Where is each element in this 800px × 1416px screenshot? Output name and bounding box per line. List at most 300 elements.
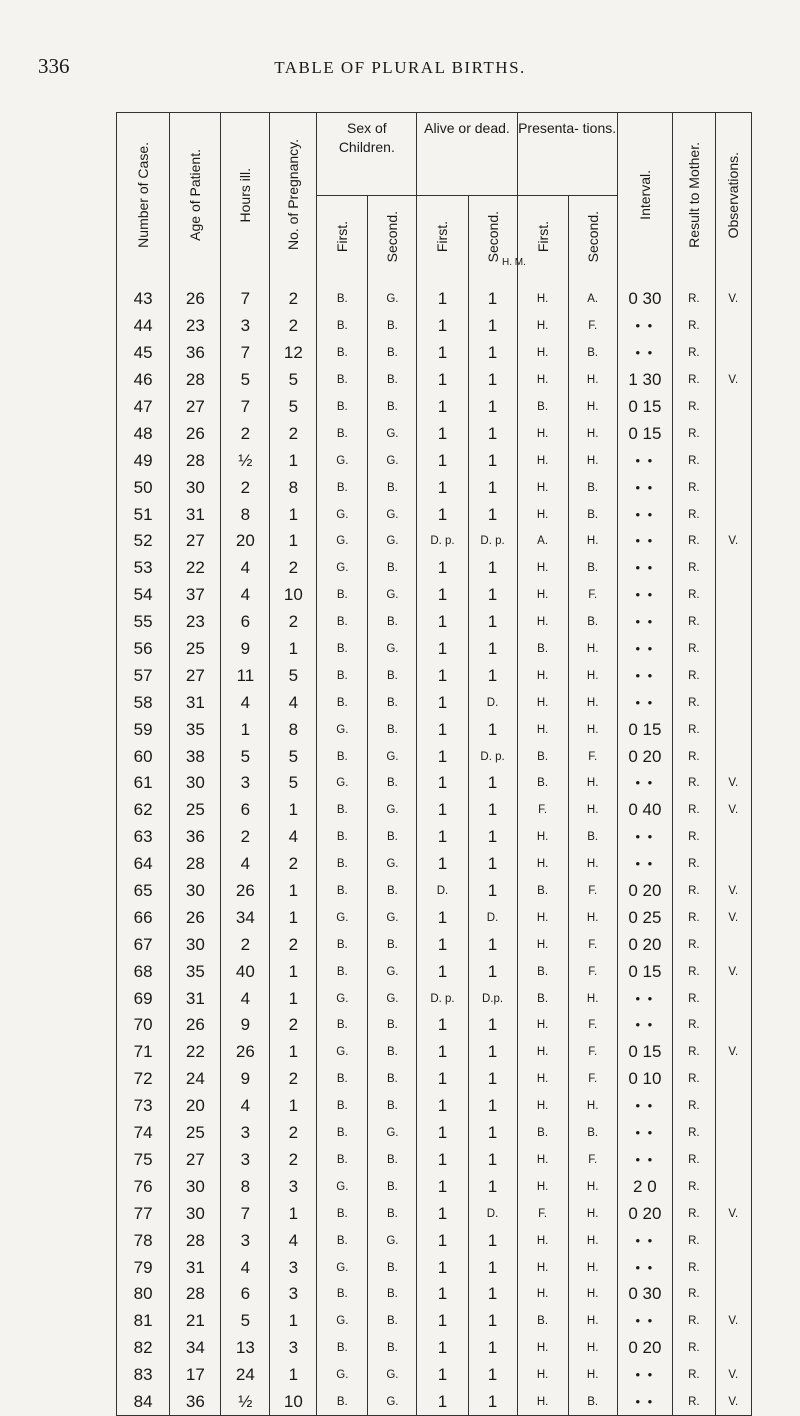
- cell-interval: 0 15: [617, 716, 672, 743]
- cell-alive-first: 1: [417, 1362, 468, 1389]
- table-row: [117, 394, 752, 421]
- cell-interval: • •: [617, 1254, 672, 1281]
- cell-sex-second: G.: [368, 420, 417, 447]
- cell-case-number: 52: [117, 528, 170, 555]
- cell-sex-second: B.: [368, 394, 417, 421]
- cell-presentation-first: H.: [517, 1389, 568, 1416]
- cell-interval: 2 0: [617, 1173, 672, 1200]
- cell-result: R.: [673, 447, 716, 474]
- cell-sex-first: B.: [317, 958, 368, 985]
- table-row: [117, 1039, 752, 1066]
- table-row: [117, 1093, 752, 1120]
- cell-interval: • •: [617, 1362, 672, 1389]
- cell-presentation-first: H.: [517, 340, 568, 367]
- cell-observation: [715, 1120, 751, 1147]
- cell-presentation-second: F.: [568, 878, 617, 905]
- cell-pregnancy-number: 5: [270, 367, 317, 394]
- cell-alive-second: 1: [468, 1362, 517, 1389]
- cell-alive-first: 1: [417, 716, 468, 743]
- cell-sex-second: B.: [368, 1066, 417, 1093]
- cell-age: 25: [170, 797, 221, 824]
- cell-case-number: 81: [117, 1308, 170, 1335]
- cell-sex-second: B.: [368, 716, 417, 743]
- cell-age: 26: [170, 420, 221, 447]
- cell-alive-first: 1: [417, 394, 468, 421]
- cell-alive-first: 1: [417, 313, 468, 340]
- cell-sex-first: B.: [317, 851, 368, 878]
- cell-observation: [715, 985, 751, 1012]
- cell-presentation-second: H.: [568, 1173, 617, 1200]
- cell-alive-first: 1: [417, 609, 468, 636]
- table-row: [117, 367, 752, 394]
- cell-age: 23: [170, 609, 221, 636]
- cell-result: R.: [673, 770, 716, 797]
- cell-result: R.: [673, 1308, 716, 1335]
- cell-pregnancy-number: 5: [270, 770, 317, 797]
- cell-sex-second: B.: [368, 555, 417, 582]
- page-title: TABLE OF PLURAL BIRTHS.: [274, 58, 526, 77]
- cell-presentation-first: B.: [517, 878, 568, 905]
- table-row: [117, 1281, 752, 1308]
- cell-result: R.: [673, 528, 716, 555]
- cell-hours-ill: 26: [221, 878, 270, 905]
- cell-case-number: 57: [117, 662, 170, 689]
- cell-alive-first: 1: [417, 1147, 468, 1174]
- cell-result: R.: [673, 716, 716, 743]
- cell-alive-second: 1: [468, 1012, 517, 1039]
- cell-presentation-first: H.: [517, 824, 568, 851]
- cell-alive-second: 1: [468, 824, 517, 851]
- cell-result: R.: [673, 555, 716, 582]
- cell-hours-ill: 3: [221, 313, 270, 340]
- cell-pregnancy-number: 1: [270, 1362, 317, 1389]
- cell-observation: [715, 1066, 751, 1093]
- header-sex-second: Second.: [368, 195, 417, 280]
- cell-interval: • •: [617, 1227, 672, 1254]
- cell-alive-second: 1: [468, 609, 517, 636]
- cell-interval: 1 30: [617, 367, 672, 394]
- cell-presentation-first: H.: [517, 851, 568, 878]
- cell-interval: • •: [617, 447, 672, 474]
- cell-presentation-second: H.: [568, 1308, 617, 1335]
- cell-alive-first: 1: [417, 662, 468, 689]
- cell-pregnancy-number: 8: [270, 716, 317, 743]
- cell-hours-ill: 4: [221, 1254, 270, 1281]
- cell-observation: [715, 1227, 751, 1254]
- table-row: [117, 1200, 752, 1227]
- cell-sex-second: G.: [368, 904, 417, 931]
- cell-observation: V.: [715, 280, 751, 313]
- cell-case-number: 45: [117, 340, 170, 367]
- cell-case-number: 51: [117, 501, 170, 528]
- cell-interval: • •: [617, 824, 672, 851]
- cell-interval: 0 15: [617, 958, 672, 985]
- table-row: [117, 689, 752, 716]
- cell-alive-second: 1: [468, 340, 517, 367]
- cell-presentation-first: B.: [517, 636, 568, 663]
- cell-sex-first: B.: [317, 1200, 368, 1227]
- cell-sex-second: G.: [368, 1389, 417, 1416]
- cell-sex-first: G.: [317, 904, 368, 931]
- cell-case-number: 78: [117, 1227, 170, 1254]
- cell-presentation-first: H.: [517, 662, 568, 689]
- cell-interval: 0 25: [617, 904, 672, 931]
- cell-result: R.: [673, 904, 716, 931]
- cell-pregnancy-number: 10: [270, 582, 317, 609]
- cell-observation: [715, 394, 751, 421]
- cell-sex-second: G.: [368, 582, 417, 609]
- cell-alive-first: D.: [417, 878, 468, 905]
- cell-pregnancy-number: 1: [270, 797, 317, 824]
- cell-result: R.: [673, 582, 716, 609]
- cell-presentation-first: B.: [517, 394, 568, 421]
- cell-age: 21: [170, 1308, 221, 1335]
- cell-presentation-second: H.: [568, 1281, 617, 1308]
- cell-result: R.: [673, 1039, 716, 1066]
- cell-observation: [715, 501, 751, 528]
- cell-sex-second: B.: [368, 474, 417, 501]
- cell-presentation-first: H.: [517, 1335, 568, 1362]
- cell-sex-second: B.: [368, 1281, 417, 1308]
- cell-pregnancy-number: 2: [270, 851, 317, 878]
- cell-sex-first: G.: [317, 985, 368, 1012]
- cell-sex-first: B.: [317, 1066, 368, 1093]
- cell-alive-second: 1: [468, 797, 517, 824]
- cell-alive-second: 1: [468, 662, 517, 689]
- cell-alive-second: 1: [468, 1066, 517, 1093]
- cell-alive-second: 1: [468, 501, 517, 528]
- plural-births-table-container: [116, 112, 752, 1416]
- cell-presentation-first: B.: [517, 1120, 568, 1147]
- cell-age: 25: [170, 636, 221, 663]
- cell-sex-first: B.: [317, 931, 368, 958]
- cell-case-number: 54: [117, 582, 170, 609]
- cell-hours-ill: 7: [221, 1200, 270, 1227]
- cell-alive-first: 1: [417, 447, 468, 474]
- cell-observation: [715, 582, 751, 609]
- cell-alive-second: 1: [468, 1389, 517, 1416]
- cell-interval: • •: [617, 313, 672, 340]
- cell-sex-first: B.: [317, 1012, 368, 1039]
- cell-alive-first: 1: [417, 743, 468, 770]
- table-row: [117, 824, 752, 851]
- cell-interval: • •: [617, 851, 672, 878]
- table-row: [117, 555, 752, 582]
- cell-interval: 0 20: [617, 1335, 672, 1362]
- cell-interval: 0 20: [617, 743, 672, 770]
- table-row: [117, 1120, 752, 1147]
- cell-sex-second: G.: [368, 743, 417, 770]
- cell-observation: [715, 824, 751, 851]
- cell-result: R.: [673, 420, 716, 447]
- cell-sex-first: B.: [317, 797, 368, 824]
- cell-sex-first: B.: [317, 1093, 368, 1120]
- cell-sex-first: G.: [317, 1254, 368, 1281]
- cell-interval: • •: [617, 1012, 672, 1039]
- cell-observation: V.: [715, 1308, 751, 1335]
- cell-result: R.: [673, 474, 716, 501]
- cell-interval: • •: [617, 501, 672, 528]
- cell-presentation-first: F.: [517, 797, 568, 824]
- cell-presentation-second: H.: [568, 985, 617, 1012]
- cell-observation: [715, 1254, 751, 1281]
- cell-observation: [715, 447, 751, 474]
- table-row: [117, 1173, 752, 1200]
- cell-pregnancy-number: 2: [270, 1147, 317, 1174]
- cell-pregnancy-number: 1: [270, 636, 317, 663]
- cell-presentation-first: H.: [517, 367, 568, 394]
- cell-sex-second: G.: [368, 958, 417, 985]
- cell-alive-second: 1: [468, 555, 517, 582]
- cell-age: 30: [170, 1173, 221, 1200]
- cell-presentation-first: H.: [517, 1281, 568, 1308]
- cell-sex-second: B.: [368, 1200, 417, 1227]
- cell-age: 25: [170, 1120, 221, 1147]
- cell-result: R.: [673, 1093, 716, 1120]
- cell-sex-second: B.: [368, 367, 417, 394]
- cell-sex-first: B.: [317, 1147, 368, 1174]
- cell-hours-ill: 34: [221, 904, 270, 931]
- cell-case-number: 65: [117, 878, 170, 905]
- cell-alive-second: 1: [468, 931, 517, 958]
- cell-presentation-first: B.: [517, 958, 568, 985]
- cell-sex-first: B.: [317, 474, 368, 501]
- cell-alive-second: 1: [468, 770, 517, 797]
- table-row: [117, 1254, 752, 1281]
- cell-interval: • •: [617, 689, 672, 716]
- cell-age: 36: [170, 1389, 221, 1416]
- table-row: [117, 878, 752, 905]
- cell-sex-first: G.: [317, 1173, 368, 1200]
- cell-presentation-second: H.: [568, 797, 617, 824]
- cell-alive-first: 1: [417, 1039, 468, 1066]
- cell-pregnancy-number: 2: [270, 313, 317, 340]
- cell-hours-ill: 2: [221, 474, 270, 501]
- cell-presentation-first: H.: [517, 904, 568, 931]
- cell-presentation-second: B.: [568, 609, 617, 636]
- cell-age: 35: [170, 716, 221, 743]
- cell-presentation-second: F.: [568, 313, 617, 340]
- cell-presentation-second: H.: [568, 394, 617, 421]
- cell-hours-ill: 5: [221, 1308, 270, 1335]
- table-row: [117, 636, 752, 663]
- cell-observation: V.: [715, 528, 751, 555]
- cell-alive-first: 1: [417, 1173, 468, 1200]
- cell-presentation-second: F.: [568, 582, 617, 609]
- cell-pregnancy-number: 5: [270, 394, 317, 421]
- cell-pregnancy-number: 1: [270, 1093, 317, 1120]
- cell-case-number: 73: [117, 1093, 170, 1120]
- cell-sex-first: B.: [317, 1389, 368, 1416]
- cell-case-number: 72: [117, 1066, 170, 1093]
- cell-alive-second: D. p.: [468, 528, 517, 555]
- table-row: [117, 1335, 752, 1362]
- cell-alive-second: 1: [468, 474, 517, 501]
- cell-pregnancy-number: 3: [270, 1281, 317, 1308]
- cell-case-number: 76: [117, 1173, 170, 1200]
- cell-pregnancy-number: 5: [270, 743, 317, 770]
- cell-presentation-first: H.: [517, 609, 568, 636]
- cell-case-number: 83: [117, 1362, 170, 1389]
- cell-pregnancy-number: 2: [270, 280, 317, 313]
- cell-age: 36: [170, 340, 221, 367]
- cell-pregnancy-number: 2: [270, 1120, 317, 1147]
- cell-hours-ill: 11: [221, 662, 270, 689]
- cell-alive-second: 1: [468, 958, 517, 985]
- cell-interval: 0 15: [617, 394, 672, 421]
- cell-alive-first: 1: [417, 367, 468, 394]
- cell-alive-first: 1: [417, 1227, 468, 1254]
- cell-sex-first: B.: [317, 340, 368, 367]
- cell-presentation-first: H.: [517, 1039, 568, 1066]
- cell-presentation-second: H.: [568, 420, 617, 447]
- cell-presentation-second: H.: [568, 770, 617, 797]
- cell-observation: V.: [715, 367, 751, 394]
- cell-case-number: 48: [117, 420, 170, 447]
- cell-alive-second: 1: [468, 636, 517, 663]
- cell-age: 28: [170, 851, 221, 878]
- cell-age: 34: [170, 1335, 221, 1362]
- table-row: [117, 985, 752, 1012]
- table-header: [117, 113, 752, 281]
- cell-presentation-first: B.: [517, 770, 568, 797]
- cell-presentation-second: B.: [568, 340, 617, 367]
- cell-age: 23: [170, 313, 221, 340]
- cell-presentation-second: H.: [568, 689, 617, 716]
- cell-pregnancy-number: 1: [270, 904, 317, 931]
- cell-observation: V.: [715, 1039, 751, 1066]
- cell-alive-second: D.: [468, 904, 517, 931]
- cell-interval: 0 15: [617, 420, 672, 447]
- cell-hours-ill: 9: [221, 1066, 270, 1093]
- cell-age: 22: [170, 1039, 221, 1066]
- cell-alive-first: 1: [417, 474, 468, 501]
- cell-presentation-first: H.: [517, 716, 568, 743]
- cell-alive-first: 1: [417, 1066, 468, 1093]
- table-row: [117, 716, 752, 743]
- cell-hours-ill: ½: [221, 1389, 270, 1416]
- cell-alive-first: 1: [417, 1120, 468, 1147]
- cell-alive-second: 1: [468, 1308, 517, 1335]
- cell-alive-second: 1: [468, 878, 517, 905]
- cell-hours-ill: 2: [221, 420, 270, 447]
- cell-pregnancy-number: 1: [270, 501, 317, 528]
- table-row: [117, 931, 752, 958]
- cell-pregnancy-number: 1: [270, 878, 317, 905]
- cell-pregnancy-number: 1: [270, 1039, 317, 1066]
- cell-age: 20: [170, 1093, 221, 1120]
- cell-interval: • •: [617, 636, 672, 663]
- cell-observation: [715, 1281, 751, 1308]
- cell-case-number: 84: [117, 1389, 170, 1416]
- cell-sex-second: B.: [368, 770, 417, 797]
- cell-hours-ill: 4: [221, 689, 270, 716]
- cell-presentation-second: H.: [568, 662, 617, 689]
- cell-pregnancy-number: 2: [270, 609, 317, 636]
- cell-result: R.: [673, 1120, 716, 1147]
- cell-alive-second: 1: [468, 582, 517, 609]
- cell-observation: [715, 555, 751, 582]
- cell-pregnancy-number: 1: [270, 1308, 317, 1335]
- cell-presentation-first: A.: [517, 528, 568, 555]
- cell-sex-first: B.: [317, 280, 368, 313]
- table-row: [117, 851, 752, 878]
- cell-hours-ill: 2: [221, 824, 270, 851]
- header-presentations: Presenta- tions.: [517, 113, 617, 196]
- cell-case-number: 66: [117, 904, 170, 931]
- cell-pregnancy-number: 8: [270, 474, 317, 501]
- table-row: [117, 340, 752, 367]
- cell-sex-second: G.: [368, 797, 417, 824]
- cell-alive-second: 1: [468, 716, 517, 743]
- cell-case-number: 43: [117, 280, 170, 313]
- cell-sex-first: B.: [317, 743, 368, 770]
- cell-result: R.: [673, 797, 716, 824]
- cell-result: R.: [673, 689, 716, 716]
- cell-result: R.: [673, 609, 716, 636]
- table-row: [117, 474, 752, 501]
- cell-hours-ill: 7: [221, 340, 270, 367]
- cell-alive-first: D. p.: [417, 985, 468, 1012]
- cell-presentation-second: A.: [568, 280, 617, 313]
- cell-sex-first: B.: [317, 609, 368, 636]
- table-row: [117, 313, 752, 340]
- cell-presentation-second: F.: [568, 1039, 617, 1066]
- cell-observation: [715, 851, 751, 878]
- cell-case-number: 60: [117, 743, 170, 770]
- cell-sex-first: B.: [317, 1227, 368, 1254]
- cell-case-number: 70: [117, 1012, 170, 1039]
- table-row: [117, 1227, 752, 1254]
- cell-case-number: 67: [117, 931, 170, 958]
- cell-sex-second: B.: [368, 1093, 417, 1120]
- table-row: [117, 904, 752, 931]
- cell-alive-first: 1: [417, 1308, 468, 1335]
- cell-age: 31: [170, 985, 221, 1012]
- cell-alive-first: 1: [417, 904, 468, 931]
- cell-result: R.: [673, 851, 716, 878]
- header-interval: Interval.: [617, 113, 672, 281]
- cell-observation: [715, 420, 751, 447]
- cell-presentation-first: H.: [517, 501, 568, 528]
- cell-interval: • •: [617, 985, 672, 1012]
- cell-alive-second: 1: [468, 1039, 517, 1066]
- cell-interval: • •: [617, 1389, 672, 1416]
- cell-presentation-second: H.: [568, 904, 617, 931]
- cell-age: 17: [170, 1362, 221, 1389]
- cell-observation: [715, 689, 751, 716]
- cell-hours-ill: 8: [221, 1173, 270, 1200]
- cell-alive-first: 1: [417, 555, 468, 582]
- cell-observation: V.: [715, 1362, 751, 1389]
- cell-observation: [715, 743, 751, 770]
- cell-presentation-second: H.: [568, 1362, 617, 1389]
- cell-alive-first: 1: [417, 824, 468, 851]
- cell-pregnancy-number: 3: [270, 1335, 317, 1362]
- cell-observation: [715, 340, 751, 367]
- cell-pregnancy-number: 2: [270, 420, 317, 447]
- cell-interval: • •: [617, 609, 672, 636]
- cell-result: R.: [673, 1335, 716, 1362]
- cell-sex-first: G.: [317, 716, 368, 743]
- cell-sex-first: B.: [317, 313, 368, 340]
- table-row: [117, 420, 752, 447]
- table-row: [117, 609, 752, 636]
- cell-result: R.: [673, 958, 716, 985]
- cell-case-number: 58: [117, 689, 170, 716]
- cell-age: 28: [170, 1281, 221, 1308]
- cell-sex-second: B.: [368, 878, 417, 905]
